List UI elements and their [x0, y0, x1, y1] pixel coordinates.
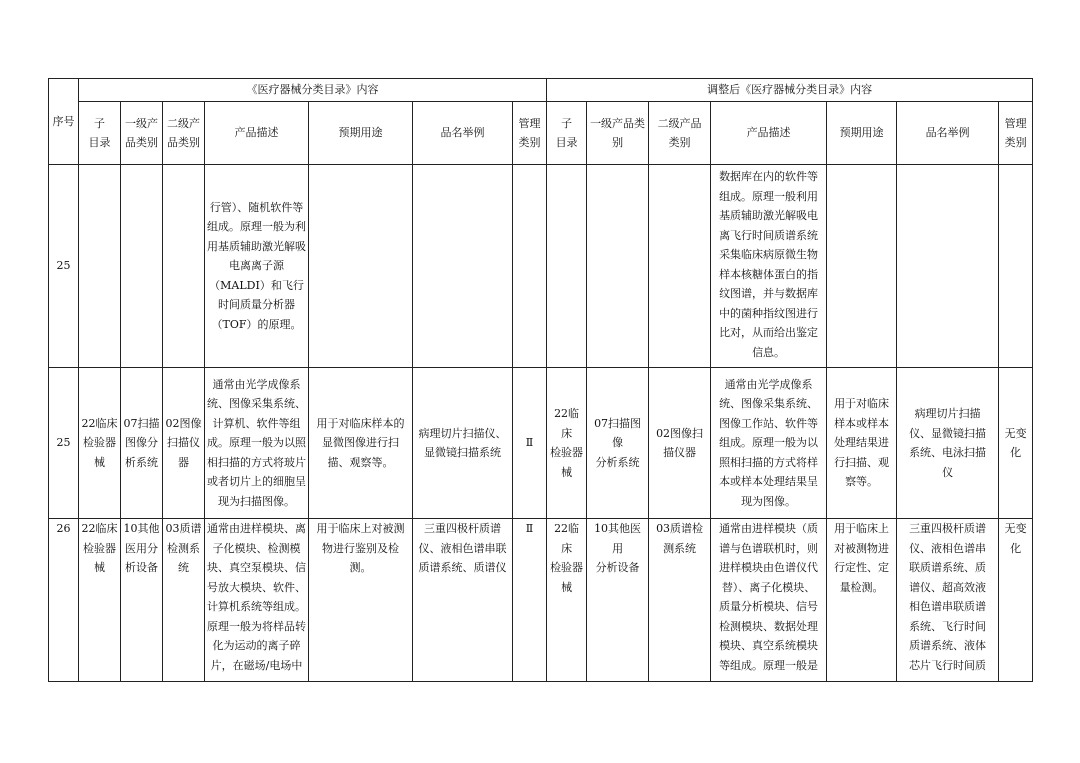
table-row: [49, 165, 1033, 368]
orig-examples: 病理切片扫描仪、 显微镜扫描系统: [413, 368, 513, 519]
adj-cat2: 02图像扫 描仪器: [649, 368, 711, 519]
header-adj-sub: 子 目录: [547, 102, 587, 165]
adj-desc: 通常由光学成像系 统、图像采集系统、 图像工作站、软件等 组成。原理一般为以 照相扫描的方式将样 本或样本处理结果呈 现为图像。: [711, 368, 827, 519]
adj-examples: [897, 165, 999, 368]
row-seq: 25: [49, 165, 79, 368]
header-orig-cat1: 一级产 品类别: [121, 102, 163, 165]
adj-cat1: 10其他医用 分析设备: [587, 519, 649, 682]
adj-cat2: [649, 165, 711, 368]
header-orig-sub: 子 目录: [79, 102, 121, 165]
header-adj-cat1: 一级产品类 别: [587, 102, 649, 165]
header-orig-desc: 产品描述: [205, 102, 309, 165]
adj-class: 无变 化: [999, 519, 1033, 682]
header-adj-use: 预期用途: [827, 102, 897, 165]
header-adj-examples: 品名举例: [897, 102, 999, 165]
header-orig-examples: 品名举例: [413, 102, 513, 165]
orig-examples: 三重四极杆质谱 仪、液相色谱串联 质谱系统、质谱仪: [413, 519, 513, 682]
orig-class: [513, 165, 547, 368]
row-seq: 26: [49, 519, 79, 682]
orig-cat2: 02图像 扫描仪 器: [163, 368, 205, 519]
table-row: [49, 368, 1033, 519]
orig-examples: [413, 165, 513, 368]
orig-cat2: 03质谱 检测系 统: [163, 519, 205, 682]
adj-use: 用于临床上 对被测物进 行定性、定 量检测。: [827, 519, 897, 682]
header-original-group: 《医疗器械分类目录》内容: [79, 79, 547, 102]
adj-cat1: 07扫描图像 分析系统: [587, 368, 649, 519]
header-adj-class: 管理 类别: [999, 102, 1033, 165]
adj-class: 无变 化: [999, 368, 1033, 519]
adj-use: 用于对临床 样本或样本 处理结果进 行扫描、观 察等。: [827, 368, 897, 519]
header-adj-cat2: 二级产品 类别: [649, 102, 711, 165]
adj-desc: 数据库在内的软件等 组成。原理一般利用 基质辅助激光解吸电 离飞行时间质谱系统 采集临床病原微生物 样本核糖体蛋白的指 纹图谱，并与数据库 中的菌种指纹图进行 比对，从而给出鉴定 信息。: [711, 165, 827, 368]
orig-desc: 通常由光学成像系 统、图像采集系统、 计算机、软件等组 成。原理一般为以照 相扫描的方式将玻片 或者切片上的细胞呈 现为扫描图像。: [205, 368, 309, 519]
adj-examples: 病理切片扫描 仪、显微镜扫描 系统、电泳扫描 仪: [897, 368, 999, 519]
adj-cat2: 03质谱检 测系统: [649, 519, 711, 682]
header-col-row: [49, 102, 1033, 165]
orig-use: [309, 165, 413, 368]
adj-desc: 通常由进样模块（质 谱与色谱联机时，则 进样模块由色谱仪代 替）、离子化模块、 质量分析模块、信号 检测模块、数据处理 模块、真空系统模块 等组成。原理一般是: [711, 519, 827, 682]
adj-cat1: [587, 165, 649, 368]
adj-class: [999, 165, 1033, 368]
header-group-row: [49, 79, 1033, 102]
orig-class: Ⅱ: [513, 368, 547, 519]
header-orig-use: 预期用途: [309, 102, 413, 165]
header-orig-class: 管理 类别: [513, 102, 547, 165]
orig-cat1: 10其他 医用分 析设备: [121, 519, 163, 682]
adj-sub: 22临床 检验器 械: [547, 368, 587, 519]
orig-cat2: [163, 165, 205, 368]
header-adj-desc: 产品描述: [711, 102, 827, 165]
orig-use: 用于对临床样本的 显微图像进行扫 描、观察等。: [309, 368, 413, 519]
orig-desc: 通常由进样模块、离 子化模块、检测模 块、真空泵模块、信 号放大模块、软件、 计算机系统等组成。 原理一般为将样品转 化为运动的离子碎 片，在磁场/电场中: [205, 519, 309, 682]
orig-cat1: 07扫描 图像分 析系统: [121, 368, 163, 519]
row-seq: 25: [49, 368, 79, 519]
adj-sub: [547, 165, 587, 368]
classification-table: [48, 78, 1033, 682]
header-seq: 序号: [49, 79, 79, 165]
adj-examples: 三重四极杆质谱 仪、液相色谱串 联质谱系统、质 谱仪、超高效液 相色谱串联质谱 系统、飞行时间 质谱系统、液体 芯片飞行时间质: [897, 519, 999, 682]
orig-sub: 22临床 检验器 械: [79, 519, 121, 682]
orig-sub: [79, 165, 121, 368]
orig-cat1: [121, 165, 163, 368]
adj-use: [827, 165, 897, 368]
orig-class: Ⅱ: [513, 519, 547, 682]
header-adjusted-group: 调整后《医疗器械分类目录》内容: [547, 79, 1033, 102]
header-orig-cat2: 二级产 品类别: [163, 102, 205, 165]
orig-desc: 行管）、随机软件等 组成。原理一般为利 用基质辅助激光解吸 电离离子源 （MALDI）和飞行 时间质量分析器 （TOF）的原理。: [205, 165, 309, 368]
orig-use: 用于临床上对被测 物进行鉴别及检 测。: [309, 519, 413, 682]
adj-sub: 22临床 检验器 械: [547, 519, 587, 682]
orig-sub: 22临床 检验器 械: [79, 368, 121, 519]
table-row: [49, 519, 1033, 682]
